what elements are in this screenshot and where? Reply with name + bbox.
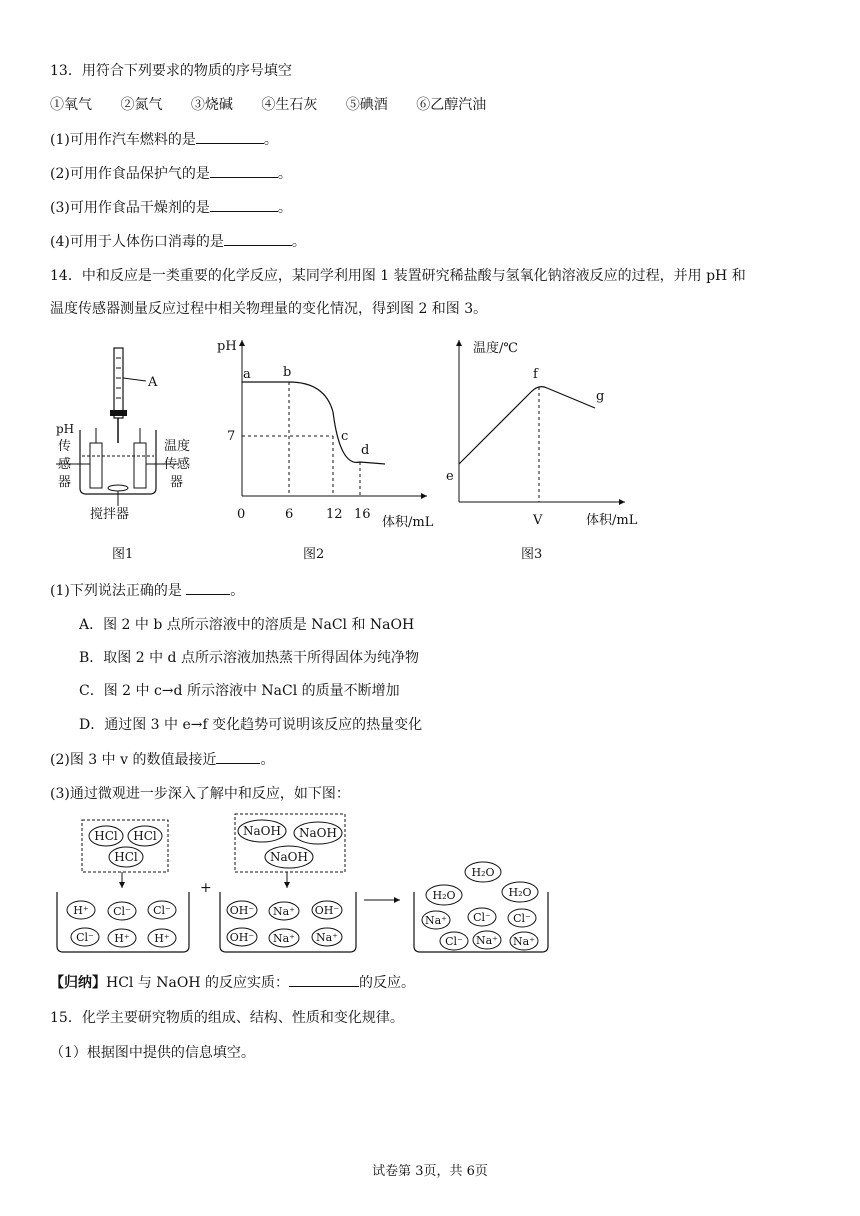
temp-sensor-label-2: 传感	[164, 457, 191, 472]
option-d: D．通过图 3 中 e→f 变化趋势可说明该反应的热量变化	[79, 717, 423, 733]
fig2-x-tick: 12	[326, 507, 343, 522]
stirrer-label: 搅拌器	[90, 507, 130, 522]
ion: Cl⁻	[473, 911, 491, 924]
q14-stem-line2: 温度传感器测量反应过程中相关物理量的变化情况，得到图 2 和图 3。	[50, 301, 488, 317]
fig3-point-f: f	[533, 367, 538, 382]
figure-1-apparatus	[50, 338, 210, 570]
ion: H⁺	[73, 904, 89, 917]
fig2-x-tick: 6	[285, 507, 294, 522]
fig2-origin: 0	[237, 507, 246, 522]
page-footer: 试卷第 3页，共 6页	[372, 1164, 488, 1179]
fig2-point-a: a	[243, 367, 251, 382]
q14-sub3: (3)通过微观进一步深入了解中和反应，如下图：	[50, 786, 350, 802]
ion: Na⁺	[476, 934, 498, 947]
choice-4: ④生石灰	[261, 97, 318, 113]
ion: Cl⁻	[113, 905, 131, 918]
ph-sensor-label-2: 传	[58, 439, 72, 454]
q13-item-2: (2)可用作食品保护气的是 。	[50, 163, 292, 183]
figure-3-temperature-curve	[445, 332, 660, 570]
ion: Na⁺	[273, 905, 295, 918]
q13-stem: 13．用符合下列要求的物质的序号填空	[50, 63, 292, 79]
water-molecule: H₂O	[508, 886, 532, 899]
choice-3: ③烧碱	[190, 97, 233, 113]
fig3-xlabel: 体积/mL	[586, 513, 638, 528]
figure-3-caption: 图3	[521, 547, 543, 562]
ion: H⁺	[114, 932, 130, 945]
ion: Cl⁻	[76, 931, 94, 944]
naoh-molecule: NaOH	[270, 850, 308, 864]
q14-summary: 【归纳】HCl 与 NaOH 的反应实质： 的反应。	[50, 972, 415, 992]
ph-sensor-label-3: 感	[58, 457, 72, 472]
micro-reaction-diagram	[50, 812, 560, 958]
fig3-point-e: e	[446, 469, 454, 484]
fig2-y-tick-7: 7	[227, 429, 236, 444]
q15-sub1: （1）根据图中提供的信息填空。	[50, 1045, 255, 1061]
choice-5: ⑤碘酒	[345, 97, 388, 113]
fig2-xlabel: 体积/mL	[382, 515, 434, 530]
ion: Na⁺	[273, 932, 295, 945]
figure-1-caption: 图1	[112, 547, 134, 562]
ph-sensor-label-1: pH	[56, 422, 75, 436]
ion: Cl⁻	[153, 904, 171, 917]
q13-choices	[50, 94, 510, 114]
temp-sensor-label-1: 温度	[164, 439, 191, 454]
q14-stem-line1: 14．中和反应是一类重要的化学反应，某同学利用图 1 装置研究稀盐酸与氢氧化钠溶液反应的过程，并用 pH 和	[50, 268, 746, 284]
naoh-molecule: NaOH	[243, 824, 281, 838]
ion: Cl⁻	[445, 935, 463, 948]
q13-item-1: (1)可用作汽车燃料的是 。	[50, 129, 278, 149]
hcl-molecule: HCl	[114, 850, 138, 864]
ion: OH⁻	[229, 904, 255, 917]
ion: Cl⁻	[513, 912, 531, 925]
option-a: A．图 2 中 b 点所示溶液中的溶质是 NaCl 和 NaOH	[79, 617, 415, 633]
fig2-x-tick: 16	[354, 507, 371, 522]
q13-item-3: (3)可用作食品干燥剂的是 。	[50, 197, 292, 217]
fig3-point-g: g	[596, 389, 605, 404]
water-molecule: H₂O	[471, 866, 495, 879]
water-molecule: H₂O	[432, 889, 456, 902]
answer-blank[interactable]	[224, 231, 292, 246]
ion: Na⁺	[425, 914, 447, 927]
choice-6: ⑥乙醇汽油	[416, 97, 487, 113]
figure-2-ph-curve	[215, 332, 445, 570]
figure-2-caption: 图2	[303, 547, 325, 562]
hcl-molecule: HCl	[133, 829, 157, 843]
q13-item-4: (4)可用于人体伤口消毒的是 。	[50, 231, 306, 251]
plus-sign: +	[200, 880, 212, 896]
fig2-point-d: d	[361, 443, 370, 458]
ion: OH⁻	[314, 904, 340, 917]
fig2-point-b: b	[283, 365, 292, 380]
ion: Na⁺	[513, 935, 535, 948]
answer-blank[interactable]	[210, 163, 278, 178]
ion: OH⁻	[229, 931, 255, 944]
temp-sensor-label-3: 器	[170, 475, 184, 490]
hcl-molecule: HCl	[94, 829, 118, 843]
option-c: C．图 2 中 c→d 所示溶液中 NaCl 的质量不断增加	[79, 683, 400, 699]
answer-blank[interactable]	[196, 129, 264, 144]
ion: H⁺	[154, 932, 170, 945]
q14-sub2: (2)图 3 中 v 的数值最接近 。	[50, 749, 274, 769]
q15-stem: 15．化学主要研究物质的组成、结构、性质和变化规律。	[50, 1010, 404, 1026]
answer-blank[interactable]	[186, 580, 230, 595]
choice-1: ①氧气	[50, 97, 92, 113]
choice-2: ②氮气	[120, 97, 163, 113]
label-a: A	[148, 375, 158, 390]
option-b: B．取图 2 中 d 点所示溶液加热蒸干所得固体为纯净物	[79, 650, 419, 666]
answer-blank[interactable]	[210, 197, 278, 212]
fig2-ylabel: pH	[217, 339, 237, 354]
answer-blank[interactable]	[289, 972, 359, 987]
naoh-molecule: NaOH	[299, 826, 337, 840]
ion: Na⁺	[316, 931, 338, 944]
ph-sensor-label-4: 器	[58, 475, 72, 490]
answer-blank[interactable]	[216, 749, 260, 764]
fig3-x-tick-v: V	[533, 513, 543, 528]
fig2-point-c: c	[341, 429, 349, 444]
fig3-ylabel: 温度/℃	[473, 341, 518, 356]
q14-sub1: (1)下列说法正确的是 。	[50, 580, 244, 600]
